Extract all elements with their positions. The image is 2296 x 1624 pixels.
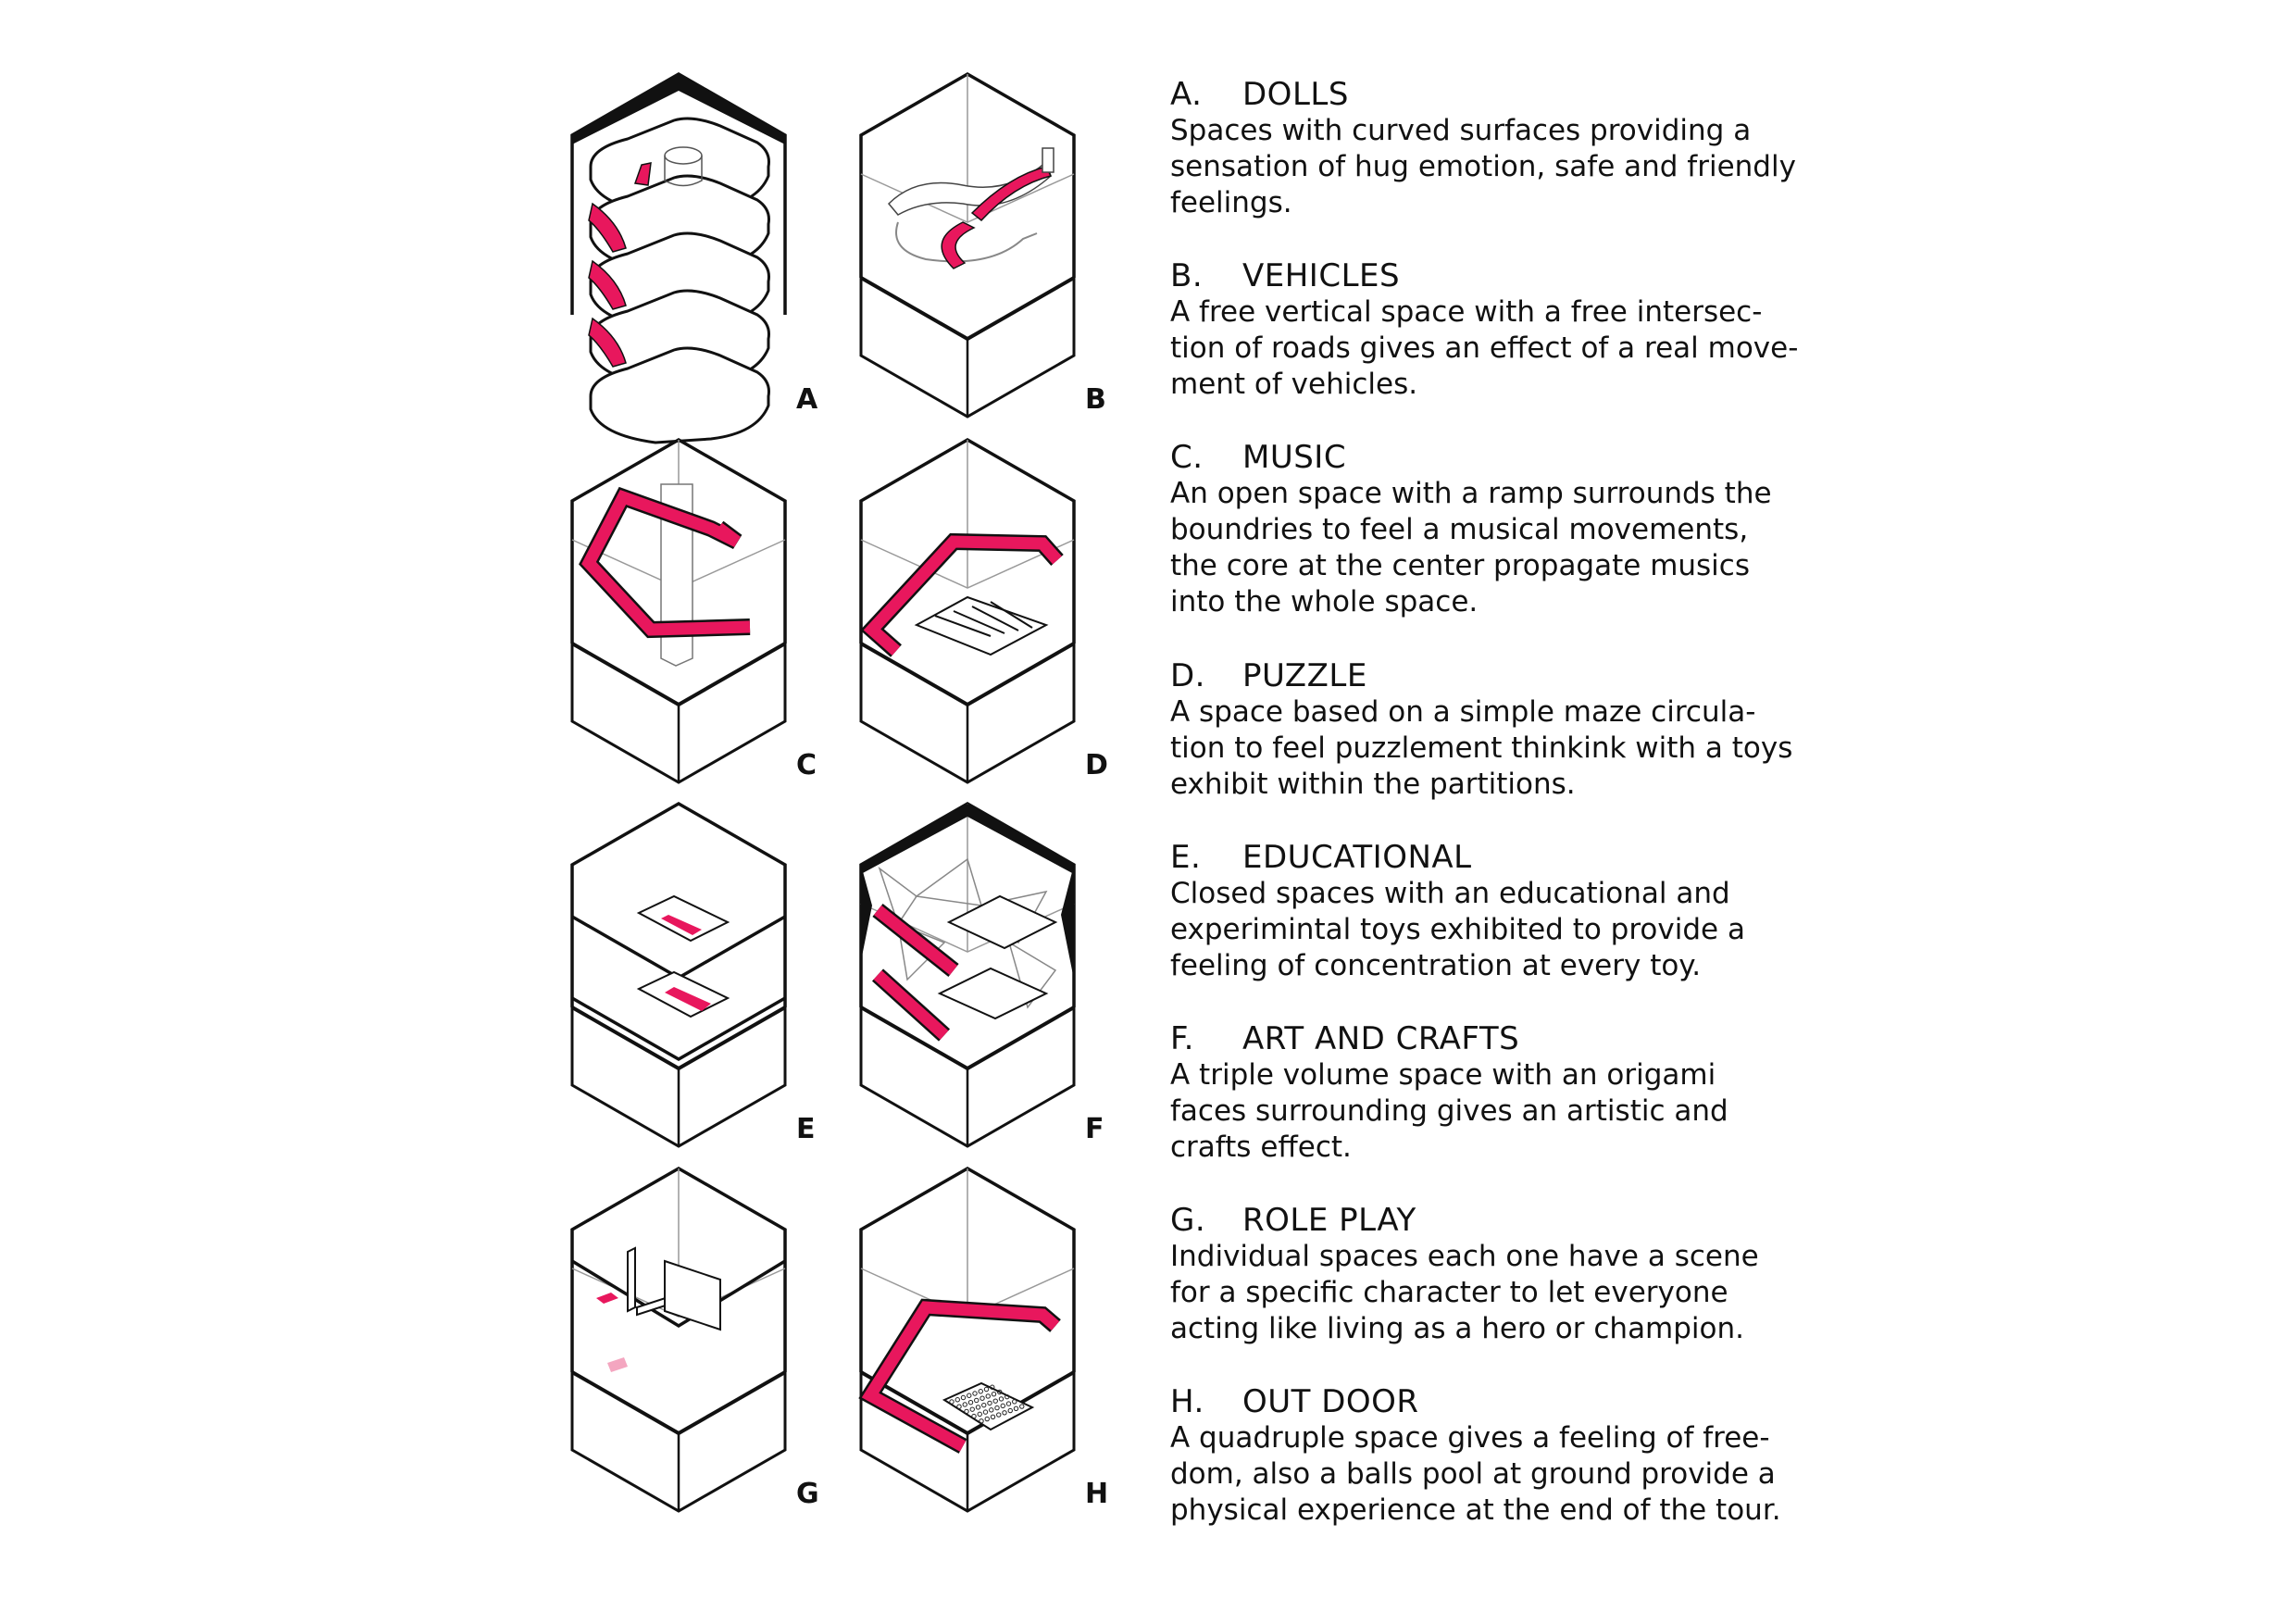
description-line: A free vertical space with a free intersec- bbox=[1170, 295, 1763, 329]
entry-letter: F. bbox=[1170, 1020, 1194, 1057]
floor-opening bbox=[639, 896, 728, 941]
entry-title: VEHICLES bbox=[1242, 257, 1401, 294]
description-line: dom, also a balls pool at ground provide a bbox=[1170, 1457, 1776, 1491]
entry-heading bbox=[1170, 1020, 1874, 1057]
entry-heading bbox=[1170, 839, 1874, 876]
panel-drawing bbox=[572, 1168, 785, 1511]
entry-heading bbox=[1170, 657, 1874, 694]
description-line: tion of roads gives an effect of a real move- bbox=[1170, 331, 1799, 365]
entry-title: ART AND CRAFTS bbox=[1242, 1020, 1520, 1057]
panel-letter-label: D bbox=[1085, 749, 1108, 781]
entry-heading bbox=[1170, 76, 1874, 113]
entry-title: PUZZLE bbox=[1242, 657, 1367, 694]
entry-heading bbox=[1170, 1202, 1874, 1239]
entry-description bbox=[1170, 876, 1874, 984]
description-line: acting like living as a hero or champion. bbox=[1170, 1312, 1745, 1345]
scene-marker-faded bbox=[607, 1357, 628, 1372]
entry-puzzle bbox=[1170, 657, 1874, 803]
description-line: exhibit within the partitions. bbox=[1170, 768, 1576, 801]
axonometric-panel-b bbox=[861, 74, 1106, 420]
panel-letter-label: A bbox=[796, 383, 818, 416]
panel-drawing bbox=[572, 74, 785, 417]
entry-letter: D. bbox=[1170, 657, 1205, 694]
panel-letter-label: G bbox=[796, 1478, 819, 1510]
entry-description bbox=[1170, 294, 1874, 403]
entry-description bbox=[1170, 1239, 1874, 1347]
origami-dark-face bbox=[861, 865, 872, 961]
entry-vehicles bbox=[1170, 257, 1874, 403]
entry-description bbox=[1170, 694, 1874, 803]
cross-partition bbox=[665, 1261, 720, 1330]
entry-art-and-crafts bbox=[1170, 1020, 1874, 1166]
panel-drawing bbox=[861, 440, 1074, 782]
panel-letter-label: H bbox=[1085, 1478, 1109, 1510]
entry-out-door bbox=[1170, 1383, 1874, 1529]
description-line: A triple volume space with an origami bbox=[1170, 1058, 1716, 1092]
panel-drawing bbox=[861, 74, 1074, 417]
description-line: boundries to feel a musical movements, bbox=[1170, 513, 1749, 546]
entry-description bbox=[1170, 1420, 1874, 1529]
description-line: the core at the center propagate musics bbox=[1170, 549, 1750, 582]
entry-heading bbox=[1170, 1383, 1874, 1420]
panel-letter-label: F bbox=[1085, 1113, 1104, 1145]
description-line: physical experience at the end of the tour. bbox=[1170, 1493, 1781, 1527]
axonometric-panel-e bbox=[572, 804, 816, 1150]
entry-description bbox=[1170, 113, 1874, 221]
panel-letter-label: C bbox=[796, 749, 817, 781]
maze-floor bbox=[917, 597, 1046, 655]
entry-title: OUT DOOR bbox=[1242, 1383, 1419, 1420]
entry-description bbox=[1170, 1057, 1874, 1166]
axonometric-panel-h bbox=[861, 1168, 1109, 1515]
entry-heading bbox=[1170, 257, 1874, 294]
description-line: A space based on a simple maze circula- bbox=[1170, 695, 1756, 729]
description-line: Spaces with curved surfaces providing a bbox=[1170, 114, 1752, 147]
road-end-block bbox=[1042, 148, 1054, 172]
panel-drawing bbox=[861, 1168, 1074, 1511]
panel-letter-label: B bbox=[1085, 383, 1106, 416]
entry-music bbox=[1170, 439, 1874, 620]
panel-drawing bbox=[861, 804, 1074, 1146]
entry-letter: C. bbox=[1170, 439, 1204, 476]
entry-dolls bbox=[1170, 76, 1874, 221]
description-line: tion to feel puzzlement thinkink with a toys bbox=[1170, 731, 1793, 765]
entry-title: EDUCATIONAL bbox=[1242, 839, 1472, 876]
axonometric-panel-f bbox=[861, 804, 1104, 1150]
origami-face bbox=[917, 859, 981, 906]
axonometric-panel-g bbox=[572, 1168, 819, 1515]
description-line: Individual spaces each one have a scene bbox=[1170, 1240, 1759, 1273]
entry-description bbox=[1170, 476, 1874, 620]
description-line: ment of vehicles. bbox=[1170, 368, 1418, 401]
description-line: sensation of hug emotion, safe and friendly bbox=[1170, 150, 1796, 183]
entry-title: ROLE PLAY bbox=[1242, 1202, 1416, 1239]
swirl-road bbox=[889, 162, 1051, 215]
description-line: experimintal toys exhibited to provide a bbox=[1170, 913, 1745, 946]
entry-letter: B. bbox=[1170, 257, 1204, 294]
entry-letter: E. bbox=[1170, 839, 1202, 876]
description-line: crafts effect. bbox=[1170, 1131, 1352, 1164]
panel-drawing bbox=[572, 804, 785, 1146]
panel-letter-label: E bbox=[796, 1113, 816, 1145]
entry-letter: H. bbox=[1170, 1383, 1204, 1420]
entry-role-play bbox=[1170, 1202, 1874, 1347]
entry-educational bbox=[1170, 839, 1874, 984]
axonometric-panel-a bbox=[572, 74, 818, 420]
cross-partition bbox=[628, 1248, 635, 1311]
suspended-platform bbox=[940, 968, 1046, 1018]
axonometric-panel-c bbox=[572, 440, 817, 786]
description-line: A quadruple space gives a feeling of free- bbox=[1170, 1421, 1770, 1455]
description-line: Closed spaces with an educational and bbox=[1170, 877, 1730, 910]
entry-title: MUSIC bbox=[1242, 439, 1347, 476]
entry-heading bbox=[1170, 439, 1874, 476]
panel-drawing bbox=[572, 440, 785, 782]
description-line: faces surrounding gives an artistic and bbox=[1170, 1094, 1728, 1128]
origami-dark-face bbox=[1061, 865, 1074, 980]
description-line: feeling of concentration at every toy. bbox=[1170, 949, 1702, 982]
description-line: for a specific character to let everyone bbox=[1170, 1276, 1728, 1309]
description-line: An open space with a ramp surrounds the bbox=[1170, 477, 1772, 510]
description-line: into the whole space. bbox=[1170, 585, 1479, 618]
entry-letter: G. bbox=[1170, 1202, 1206, 1239]
entry-letter: A. bbox=[1170, 76, 1203, 113]
scene-marker bbox=[596, 1293, 618, 1304]
axonometric-panel-d bbox=[861, 440, 1108, 786]
description-line: feelings. bbox=[1170, 186, 1292, 219]
entry-title: DOLLS bbox=[1242, 76, 1349, 113]
